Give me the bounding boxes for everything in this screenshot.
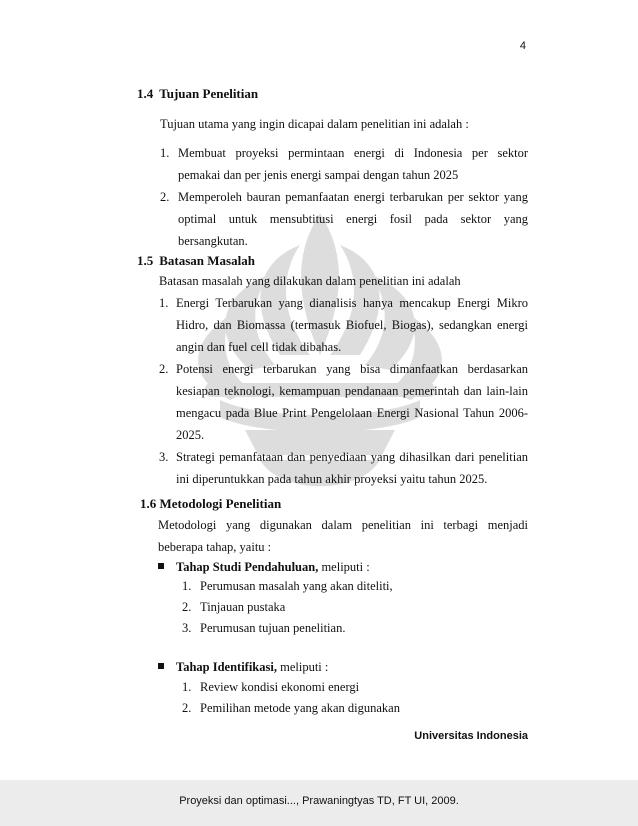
stage-2-bullet [158, 660, 328, 675]
list-marker: 1. [182, 680, 192, 694]
list-item-text: Energi Terbarukan yang dianalisis hanya mencakup Energi Mikro Hidro, dan Biomassa (termasuk Biofuel, Biogas), sedangkan energi angin dan fuel cell tidak dibahas. [176, 296, 528, 354]
stage-2-title: Tahap Identifikasi, [176, 660, 277, 674]
list-item-text: Potensi energi terbarukan yang bisa dimanfaatkan berdasarkan kesiapan teknologi, kemampuan pendanaan pemerintah dan lain-lain mengacu pada Blue Print Pengelolaan Energi Nasional Tahun 2006-2025. [176, 362, 528, 442]
list-item-text: Perumusan tujuan penelitian. [200, 621, 346, 635]
list-item [182, 701, 400, 716]
university-footer: Universitas Indonesia [414, 730, 528, 742]
list-item [182, 680, 359, 695]
list-item [182, 579, 393, 594]
list-item [160, 142, 528, 186]
list-item-text: Tinjauan pustaka [200, 600, 286, 614]
section-number: 1.4 [137, 86, 154, 101]
citation-footer: Proyeksi dan optimasi..., Prawaningtyas TD, FT UI, 2009. [179, 795, 459, 807]
stage-2-suffix: meliputi : [276, 660, 329, 674]
section-1-4-heading [137, 86, 258, 102]
list-marker: 2. [159, 362, 169, 376]
square-bullet-icon [158, 663, 164, 669]
list-marker: 3. [159, 450, 169, 464]
section-1-5-heading [137, 253, 255, 269]
list-item [160, 186, 528, 252]
list-marker: 2. [182, 600, 192, 614]
section-1-5-intro: Batasan masalah yang dilakukan dalam penelitian ini adalah [159, 274, 461, 288]
list-item-text: Membuat proyeksi permintaan energi di Indonesia per sektor pemakai dan per jenis energi sampai dengan tahun 2025 [178, 146, 528, 182]
stage-1-title: Tahap Studi Pendahuluan, [176, 560, 319, 574]
section-1-6-heading: 1.6 Metodologi Penelitian [140, 496, 282, 511]
section-1-5-list [159, 292, 528, 490]
list-marker: 1. [160, 146, 170, 160]
section-1-4-list [160, 142, 528, 252]
list-item-text: Pemilihan metode yang akan digunakan [200, 701, 400, 715]
section-1-4-intro: Tujuan utama yang ingin dicapai dalam penelitian ini adalah : [160, 117, 469, 131]
list-marker: 2. [182, 701, 192, 715]
page-number: 4 [519, 40, 526, 52]
list-item [182, 600, 285, 615]
list-item-text: Strategi pemanfataan dan penyediaan yang dihasilkan dari penelitian ini diperuntukkan pada tahun akhir proyeksi yaitu tahun 2025. [176, 450, 528, 486]
list-item [182, 621, 345, 636]
list-item-text: Perumusan masalah yang akan diteliti, [200, 579, 393, 593]
stage-1-suffix: meliputi : [318, 560, 370, 574]
section-title: Batasan Masalah [159, 253, 255, 268]
section-number: 1.5 [137, 253, 154, 268]
section-title: Tujuan Penelitian [159, 86, 259, 101]
list-item [159, 446, 528, 490]
list-marker: 1. [159, 296, 169, 310]
list-marker: 2. [160, 190, 170, 204]
list-item-text: Memperoleh bauran pemanfaatan energi terbarukan per sektor yang optimal untuk mensubtitusi energi fosil pada sektor yang bersangkutan. [178, 190, 528, 248]
list-marker: 1. [182, 579, 192, 593]
list-marker: 3. [182, 621, 192, 635]
list-item-text: Review kondisi ekonomi energi [200, 680, 360, 694]
list-item [159, 292, 528, 358]
section-1-6-intro: Metodologi yang digunakan dalam penelitian ini terbagi menjadi beberapa tahap, yaitu : [158, 518, 528, 554]
square-bullet-icon [158, 563, 164, 569]
stage-1-bullet [158, 560, 370, 575]
list-item [159, 358, 528, 446]
